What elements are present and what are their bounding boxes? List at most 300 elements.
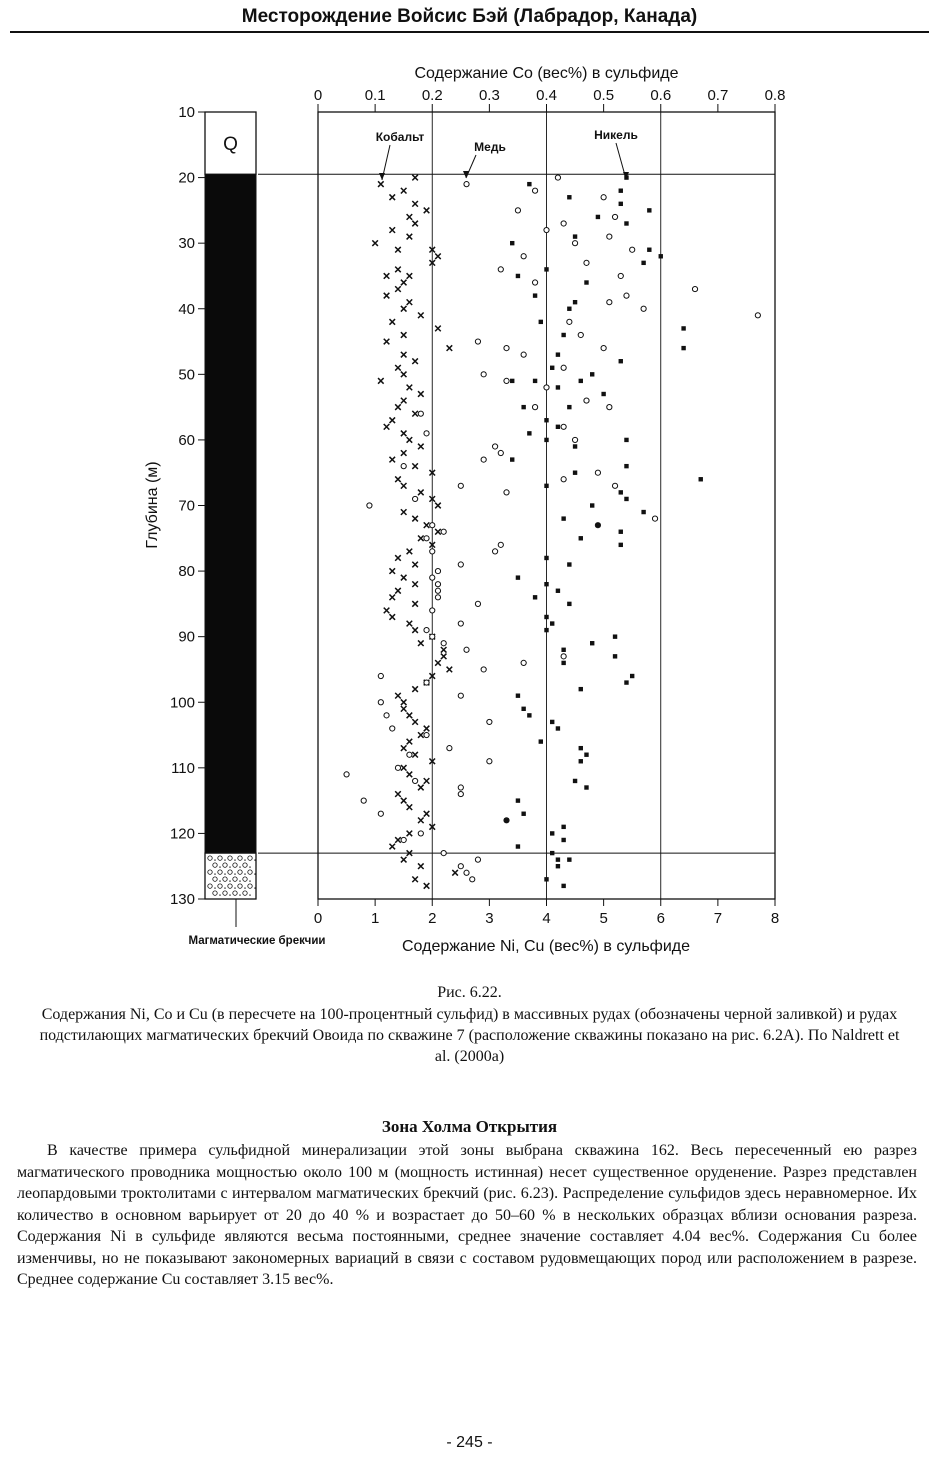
breccia-label: Магматические брекчии [188,935,326,947]
nickel-point [590,641,594,645]
nickel-point [659,254,663,258]
nickel-point [550,366,554,370]
nickel-point [556,857,560,861]
cobalt-point [384,293,390,299]
nickel-point [539,739,543,743]
cobalt-point [401,280,407,286]
cobalt-point [384,273,390,279]
copper-point [424,732,429,737]
copper-point [413,778,418,783]
breccia-dot [219,880,220,881]
page-number: - 245 - [446,1434,493,1451]
nickel-point [544,877,548,881]
cobalt-point [418,640,424,646]
nickel-point [624,438,628,442]
copper-point [464,182,469,187]
nickel-point [561,516,565,520]
copper-point [441,529,446,534]
nickel-point [510,457,514,461]
depth-tick-label: 40 [178,300,195,318]
depth-tick-label: 60 [178,431,195,449]
copper-point [652,516,657,521]
cobalt-point [401,188,407,194]
depth-tick-label: 90 [178,628,195,646]
cobalt-point [418,535,424,541]
cobalt-point [447,345,453,351]
cobalt-point [372,240,378,246]
copper-point [755,313,760,318]
cobalt-point [407,739,413,745]
copper-point [487,759,492,764]
cobalt-point [407,234,413,240]
copper-point [458,864,463,869]
cobalt-point [401,798,407,804]
cobalt-point [384,608,390,614]
nickel-point [641,261,645,265]
copper-point [584,398,589,403]
copper-point [601,195,606,200]
cobalt-point [412,463,418,469]
y-axis-label: Глубина (м) [144,461,161,549]
cobalt-point [389,319,395,325]
breccia-dot [254,887,255,888]
nickel-point [521,812,525,816]
cobalt-point [412,686,418,692]
nickel-point [544,418,548,422]
cobalt-point [384,424,390,430]
quaternary-label: Q [223,134,238,156]
nickel-point [561,661,565,665]
nickel-point [573,300,577,304]
bottom-tick-label: 2 [428,910,437,927]
nickel-point [584,785,588,789]
copper-point [572,241,577,246]
copper-point [595,470,600,475]
cobalt-point [418,863,424,869]
nickel-point [579,687,583,691]
depth-tick-label: 10 [178,104,195,121]
top-tick-label: 0.6 [650,87,672,104]
cobalt-point [395,476,401,482]
cobalt-point [407,804,413,810]
nickel-point [561,648,565,652]
bottom-tick-label: 0 [313,910,323,927]
nickel-point [579,746,583,750]
breccia-dot [224,873,225,874]
copper-point [492,444,497,449]
copper-point [441,641,446,646]
depth-tick-label: 20 [178,169,195,187]
nickel-point [579,759,583,763]
cobalt-point [407,385,413,391]
cobalt-point [418,818,424,824]
nickel-point [619,490,623,494]
copper-point [424,431,429,436]
breccia-dot [219,894,220,895]
copper-point [544,227,549,232]
nickel-point [516,693,520,697]
cobalt-point [412,411,418,417]
copper-point [521,660,526,665]
copper-point [561,221,566,226]
cobalt-point [412,719,418,725]
cobalt-point [452,870,458,876]
nickel-point [539,320,543,324]
bottom-tick-label: 5 [599,910,608,927]
copper-point [430,523,435,528]
nickel-point [567,562,571,566]
nickel-point [556,726,560,730]
top-tick-label: 0.8 [764,87,786,104]
nickel-point [516,798,520,802]
breccia-dot [234,873,235,874]
copper-point [441,850,446,855]
series-annotation-cobalt: Кобальт [375,130,425,144]
top-tick-label: 0.1 [364,87,386,104]
copper-point [424,536,429,541]
copper-point [521,254,526,259]
cobalt-point [401,431,407,437]
depth-tick-label: 120 [169,825,195,843]
cobalt-point [401,706,407,712]
nickel-point [556,385,560,389]
nickel-point [516,844,520,848]
nickel-point [544,615,548,619]
copper-point [612,214,617,219]
copper-point [435,582,440,587]
copper-point [492,549,497,554]
nickel-point [590,503,594,507]
copper-point [532,280,537,285]
copper-point [470,877,475,882]
nickel-point [544,556,548,560]
copper-point [401,837,406,842]
cobalt-point [412,221,418,227]
cobalt-point [412,201,418,207]
top-tick-label: 0.4 [536,87,557,104]
nickel-point [533,293,537,297]
nickel-point [567,405,571,409]
cobalt-point [378,378,384,384]
nickel-point [619,202,623,206]
copper-point [487,719,492,724]
cobalt-point [395,588,401,594]
cobalt-point [424,778,430,784]
copper-point [378,811,383,816]
breccia-dot [244,887,245,888]
copper-point [430,549,435,554]
copper-point [378,700,383,705]
copper-point [498,542,503,547]
cobalt-point [418,490,424,496]
copper-point [413,496,418,501]
nickel-point [619,530,623,534]
cobalt-point [424,726,430,732]
bottom-tick-label: 1 [370,910,380,927]
copper-point [561,654,566,659]
section-title: Зона Холма Открытия [381,1117,558,1136]
copper-point [458,562,463,567]
cobalt-point [389,614,395,620]
nickel-point [573,444,577,448]
nickel-point [624,680,628,684]
depth-tick-label: 130 [169,891,195,908]
copper-point [607,300,612,305]
cobalt-point [407,713,413,719]
cobalt-point [447,667,453,673]
copper-point [504,490,509,495]
copper-point [624,293,629,298]
nickel-point [516,274,520,278]
breccia-dot [224,887,225,888]
nickel-point [630,674,634,678]
ni-co-cu-depth-chart [0,40,939,970]
cobalt-point [395,267,401,273]
nickel-point [561,825,565,829]
cobalt-point [401,575,407,581]
cobalt-point [401,765,407,771]
cobalt-point [412,877,418,883]
cobalt-point [441,647,447,653]
nickel-point [681,346,685,350]
nickel-point [624,497,628,501]
nickel-point [567,307,571,311]
depth-tick-label: 30 [178,235,195,253]
copper-point [498,450,503,455]
nickel-point [601,392,605,396]
cobalt-point [395,404,401,410]
copper-point [390,726,395,731]
nickel-point [510,379,514,383]
cobalt-point [412,752,418,758]
nickel-point [527,182,531,186]
nickel-point [584,280,588,284]
copper-point [458,483,463,488]
breccia-dot [229,866,230,867]
breccia-dot [224,859,225,860]
top-tick-label: 0 [313,87,323,104]
cobalt-point [401,306,407,312]
nickel-point [624,221,628,225]
breccia-dot [249,894,250,895]
nickel-point [624,464,628,468]
copper-point [692,286,697,291]
bottom-tick-label: 7 [713,910,723,927]
cobalt-point [401,398,407,404]
copper-point [424,680,429,685]
cobalt-point [401,372,407,378]
cobalt-point [401,857,407,863]
cobalt-point [389,417,395,423]
breccia-dot [219,866,220,867]
copper-point [504,346,509,351]
cobalt-point [424,811,430,817]
body-paragraph: В качестве примера сульфидной минерализации этой зоны выбрана скважина 162. Весь пересеченный ею разрез магматического проводника мощностью около 100 м (мощность истинная) несет существенное оруденение. Разрез представлен леопардовыми троктолитами с интервалом магматических брекчий (рис. 6.23). Распределение сульфидов здесь неравномерное. Их количество в основном варьирует от 20 до 40 % и возрастает до 50–60 % в нескольких образцах вблизи основания разреза. Содержания Ni в сульфиде являются весьма постоянными, среднее значение составляет 4.04 вес%. Содержания Cu более изменчивы, но не показывают закономерных вариаций в связи с составом рудовмещающих пород или расположением в разрезе. Среднее содержание Cu составляет 3.15 вес%. [17,1142,917,1288]
running-header: Месторождение Войсис Бэй (Лабрадор, Канада) [241,6,698,27]
nickel-point [613,654,617,658]
top-tick-label: 0.7 [707,87,729,104]
breccia-dot [229,894,230,895]
cobalt-point [407,437,413,443]
cobalt-point [407,273,413,279]
cobalt-point [418,391,424,397]
copper-point [464,870,469,875]
depth-tick-label: 110 [171,759,195,777]
copper-point [561,365,566,370]
nickel-point [596,215,600,219]
copper-point [532,405,537,410]
nickel-point [561,838,565,842]
copper-point [418,831,423,836]
cobalt-point [389,194,395,200]
copper-point [458,791,463,796]
cobalt-point [412,562,418,568]
nickel-point [556,352,560,356]
cobalt-point [389,457,395,463]
copper-point [561,477,566,482]
cobalt-point [412,601,418,607]
series-annotation-copper: Медь [474,140,506,154]
nickel-point [579,379,583,383]
top-tick-label: 0.2 [421,87,443,104]
nickel-point [619,543,623,547]
nickel-point [647,248,651,252]
copper-point [458,693,463,698]
copper-point [435,588,440,593]
copper-point [498,267,503,272]
copper-point [630,247,635,252]
breccia-dot [249,880,250,881]
breccia-dot [244,873,245,874]
copper-point [607,234,612,239]
cobalt-point [412,358,418,364]
cobalt-point [435,660,441,666]
nickel-point [584,753,588,757]
copper-point [641,306,646,311]
copper-point [572,437,577,442]
nickel-point [590,372,594,376]
copper-point [555,175,560,180]
copper-point [384,713,389,718]
copper-point [458,621,463,626]
breccia-dot [249,866,250,867]
cobalt-point [384,339,390,345]
cobalt-point [395,693,401,699]
nickel-point [567,602,571,606]
nickel-point [550,851,554,855]
copper-point [430,575,435,580]
cobalt-point [401,483,407,489]
copper-point [601,346,606,351]
copper-point [367,503,372,508]
copper-point [504,378,509,383]
bottom-tick-label: 6 [656,910,665,927]
nickel-point [619,189,623,193]
cobalt-point [395,365,401,371]
cobalt-point [412,581,418,587]
breccia-dot [244,859,245,860]
copper-point [521,352,526,357]
depth-tick-label: 70 [178,497,195,515]
cobalt-point [407,214,413,220]
breccia-dot [214,859,215,860]
cobalt-point [395,247,401,253]
nickel-point [561,884,565,888]
copper-point [481,667,486,672]
copper-point [532,188,537,193]
cobalt-point [401,352,407,358]
copper-point [544,385,549,390]
cobalt-point [389,595,395,601]
nickel-point [544,628,548,632]
copper-point [475,601,480,606]
copper-point [418,411,423,416]
breccia-dot [239,894,240,895]
breccia-dot [254,873,255,874]
copper-point [430,608,435,613]
copper-point [361,798,366,803]
cobalt-point [407,621,413,627]
breccia-dot [239,880,240,881]
cobalt-point [418,444,424,450]
nickel-point [556,864,560,868]
cobalt-point [401,745,407,751]
cobalt-point [435,253,441,259]
copper-point [607,405,612,410]
nickel-point [521,707,525,711]
nickel-point [613,634,617,638]
figure-number: Рис. 6.22. [437,984,502,1001]
cobalt-point [401,509,407,515]
copper-point [464,647,469,652]
cobalt-point [418,785,424,791]
cobalt-point [407,299,413,305]
header-rule [10,31,929,33]
nickel-point [550,720,554,724]
cobalt-point [389,227,395,233]
nickel-point [556,425,560,429]
copper-point [515,208,520,213]
breccia-dot [239,866,240,867]
bottom-axis-label: Содержание Ni, Cu (вес%) в сульфиде [402,938,690,955]
cobalt-point [435,503,441,509]
breccia-dot [234,859,235,860]
nickel-point [504,818,508,822]
cobalt-point [389,568,395,574]
cobalt-point [401,450,407,456]
cobalt-point [418,732,424,738]
nickel-point [544,267,548,271]
nickel-point [699,477,703,481]
bottom-tick-label: 3 [485,910,494,927]
nickel-point [544,438,548,442]
copper-point [561,424,566,429]
copper-point [578,332,583,337]
copper-point [435,595,440,600]
cobalt-point [407,549,413,555]
bottom-tick-label: 8 [770,910,780,927]
copper-point [567,319,572,324]
copper-point [481,457,486,462]
cobalt-point [395,555,401,561]
series-annotation-nickel: Никель [594,128,638,142]
copper-point [612,483,617,488]
copper-point [475,339,480,344]
cobalt-point [401,332,407,338]
nickel-point [533,595,537,599]
depth-tick-label: 80 [178,563,195,581]
cobalt-point [424,522,430,528]
